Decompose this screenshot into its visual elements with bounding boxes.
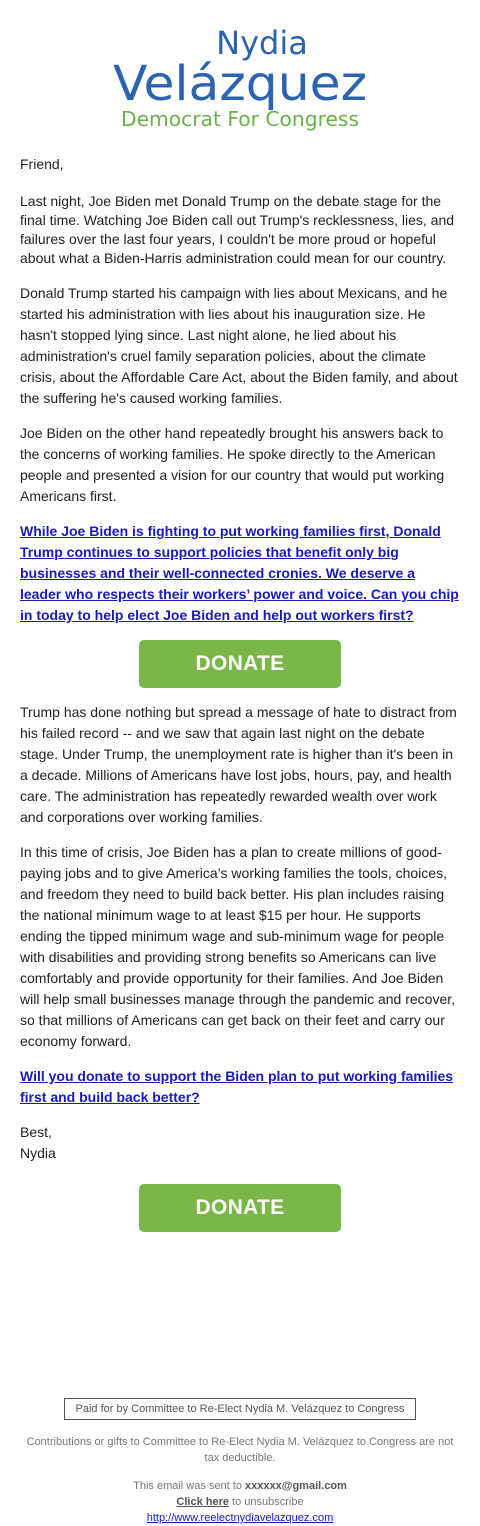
logo-last-name: Velázquez bbox=[113, 56, 367, 112]
body-paragraph: Trump has done nothing but spread a message of hate to distract from his failed record -- and we saw that again last night on the debate stage. Under Trump, the unemployment rate is higher than it's been in a decade. Millions of Americans have lost jobs, hours, pay, and health care. The administration has repeatedly rewarded wealth over work and corporations over working families. bbox=[20, 704, 457, 825]
website-line bbox=[0, 1510, 480, 1526]
donate-button-container bbox=[20, 640, 460, 688]
tax-disclaimer: Contributions or gifts to Committee to Re-Elect Nydia M. Velázquez to Congress are not tax deductible. bbox=[26, 1436, 454, 1464]
unsubscribe-line bbox=[0, 1494, 480, 1510]
body-paragraph: Last night, Joe Biden met Donald Trump on the debate stage for the final time. Watching Joe Biden call out Trump's recklessness, lies, and failures over the last four years, I couldn't be more proud or hopeful about what a Biden-Harris administration could mean for our country. bbox=[20, 193, 455, 266]
logo-tagline: Democrat For Congress bbox=[121, 107, 359, 131]
salutation: Friend, bbox=[20, 156, 64, 172]
donate-appeal-link[interactable]: While Joe Biden is fighting to put working families first, Donald Trump continues to support policies that benefit only big businesses and their well-connected cronies. We deserve a leader who respects their workers’ power and voice. Can you chip in today to help elect Joe Biden and help out workers first? bbox=[20, 523, 459, 623]
logo-first-name: Nydia bbox=[216, 24, 308, 62]
paid-for-disclaimer: Paid for by Committee to Re-Elect Nydia M. Velázquez to Congress bbox=[64, 1398, 416, 1420]
email-body bbox=[20, 154, 460, 1246]
body-paragraph: Joe Biden on the other hand repeatedly brought his answers back to the concerns of working families. He spoke directly to the American people and presented a vision for our country that would put working Americans first. bbox=[20, 425, 445, 504]
donate-button-container bbox=[20, 1184, 460, 1232]
unsubscribe-link[interactable]: Click here bbox=[176, 1496, 229, 1508]
website-link[interactable]: http://www.reelectnydiavelazquez.com bbox=[146, 1512, 334, 1524]
signoff-name: Nydia bbox=[20, 1145, 56, 1161]
donate-appeal-link[interactable]: Will you donate to support the Biden plan to put working families first and build back better? bbox=[20, 1068, 454, 1105]
body-paragraph: In this time of crisis, Joe Biden has a plan to create millions of good-paying jobs and to give America’s working families the tools, choices, and freedom they need to build back better. His plan includes raising the national minimum wage to at least $15 per hour. He supports ending the tipped minimum wage and sub-minimum wage for people with disabilities and providing strong benefits so Americans can live comfortably and provide opportunity for their families. And Joe Biden will help small businesses manage through the pandemic and recover, so that millions of Americans can get back on their feet and carry our economy forward. bbox=[20, 844, 456, 1049]
signoff-closing: Best, bbox=[20, 1124, 52, 1140]
body-paragraph: Donald Trump started his campaign with lies about Mexicans, and he started his administration with lies about his inauguration size. He hasn't stopped lying since. Last night alone, he lied about his administration's cruel family separation policies, about the climate crisis, about the Affordable Care Act, about the Biden family, and about the suffering he's caused working families. bbox=[20, 285, 458, 406]
donate-button[interactable]: DONATE bbox=[139, 640, 341, 688]
email-footer bbox=[0, 1398, 480, 1526]
sent-to-prefix: This email was sent to bbox=[133, 1480, 242, 1492]
logo-graphic bbox=[105, 18, 375, 133]
unsubscribe-suffix: to unsubscribe bbox=[232, 1496, 304, 1508]
donate-button[interactable]: DONATE bbox=[139, 1184, 341, 1232]
campaign-logo bbox=[0, 18, 480, 133]
recipient-email: xxxxxx@gmail.com bbox=[245, 1480, 347, 1492]
signoff bbox=[20, 1122, 460, 1164]
sent-to-line bbox=[0, 1478, 480, 1494]
